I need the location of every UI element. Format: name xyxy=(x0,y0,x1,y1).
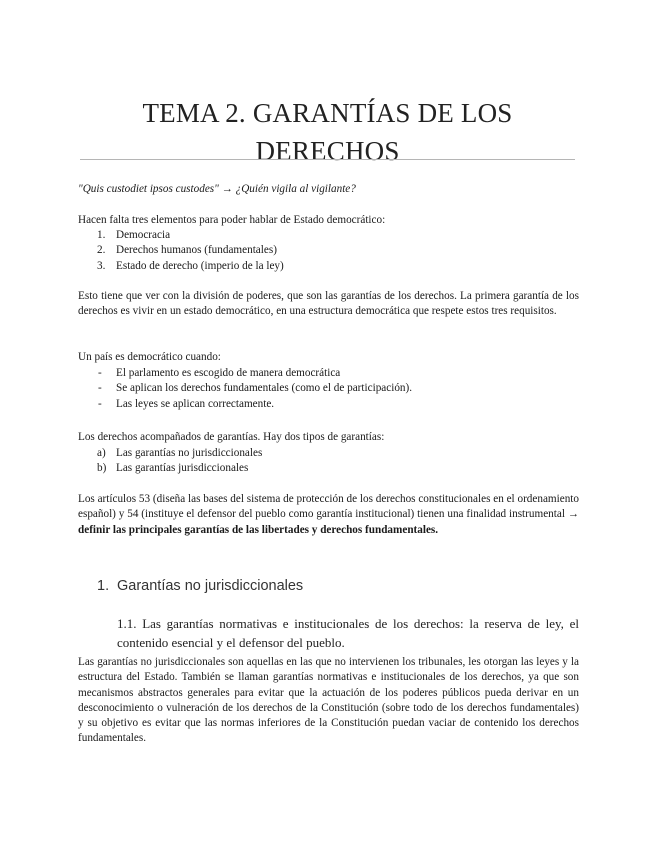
list-item xyxy=(78,381,558,396)
title-divider xyxy=(80,159,575,160)
democratic-conditions-list xyxy=(78,366,558,412)
list-item xyxy=(78,228,558,243)
subsection-heading-1-1: 1.1. Las garantías normativas e institucionales de los derechos: la reserva de ley, el contenido esencial y el defensor del pueblo. xyxy=(117,616,579,650)
list-marker: - xyxy=(98,367,102,379)
section-heading-1 xyxy=(97,576,303,596)
list-marker: 2. xyxy=(97,244,106,257)
section-title: Garantías no jurisdiccionales xyxy=(117,578,304,594)
list-item-text: Las leyes se aplican correctamente. xyxy=(116,397,275,410)
list-item xyxy=(78,366,558,381)
section-number: 1. xyxy=(97,578,110,594)
paragraph-division: Esto tiene que ver con la división de poderes, que son las garantías de los derechos. La primera garantía de los derechos es vivir en un estado democrático, en una estructura democrática que respete estos tres requisitos. xyxy=(78,290,579,318)
list-marker: a) xyxy=(97,447,106,459)
list-marker: 3. xyxy=(97,259,106,272)
guarantee-types-list xyxy=(78,446,558,477)
intro-types: Los derechos acompañados de garantías. Hay dos tipos de garantías: xyxy=(78,431,385,443)
paragraph-articles xyxy=(78,492,579,538)
intro-democratic: Un país es democrático cuando: xyxy=(78,351,221,363)
intro-elements: Hacen falta tres elementos para poder hablar de Estado democrático: xyxy=(78,214,386,226)
list-item-text: Se aplican los derechos fundamentales (como el de participación). xyxy=(116,382,413,395)
list-marker: - xyxy=(98,382,102,395)
list-item xyxy=(78,446,558,461)
list-item xyxy=(78,397,558,412)
list-item-text: Estado de derecho (imperio de la ley) xyxy=(116,259,284,272)
articles-text: Los artículos 53 (diseña las bases del sistema de protección de los derechos constitucionales en el ordenamiento español) y 54 (instituye el defensor del pueblo como garantía institucional) tienen una finalidad instrumental → xyxy=(78,493,579,521)
list-marker: b) xyxy=(97,462,107,475)
list-item-text: Las garantías no jurisdiccionales xyxy=(116,447,263,459)
list-item xyxy=(78,461,558,476)
list-item-text: Las garantías jurisdiccionales xyxy=(116,462,249,475)
list-marker: 1. xyxy=(97,229,106,241)
list-item-text: Derechos humanos (fundamentales) xyxy=(116,244,277,257)
elements-list xyxy=(78,228,558,274)
list-item-text: Democracia xyxy=(116,229,171,241)
list-item xyxy=(78,259,558,274)
document-title: TEMA 2. GARANTÍAS DE LOS DERECHOS xyxy=(142,98,513,167)
paragraph-nonjurisdictional: Las garantías no jurisdiccionales son aquellas en las que no intervienen los tribunales, les otorgan las leyes y la estructura del Estado. También se llaman garantías normativas e institucionales de los derechos, ya que son mecanismos abstractos generales para evitar que la actuación de los poderes públicos pueda derivar en un desconocimiento o vulneración de los derechos de la Constitución (sobre todo de los derechos fundamentales) y su objetivo es evitar que las normas inferiores de la Constitución puedan vaciar de contenido los derechos fundamentales. xyxy=(78,656,579,745)
latin-quote: "Quis custodiet ipsos custodes" → ¿Quién vigila al vigilante? xyxy=(78,183,356,195)
articles-bold-text: definir las principales garantías de las libertades y derechos fundamentales. xyxy=(78,523,439,536)
list-item-text: El parlamento es escogido de manera democrática xyxy=(116,367,341,379)
list-marker: - xyxy=(98,397,102,410)
list-item xyxy=(78,243,558,258)
